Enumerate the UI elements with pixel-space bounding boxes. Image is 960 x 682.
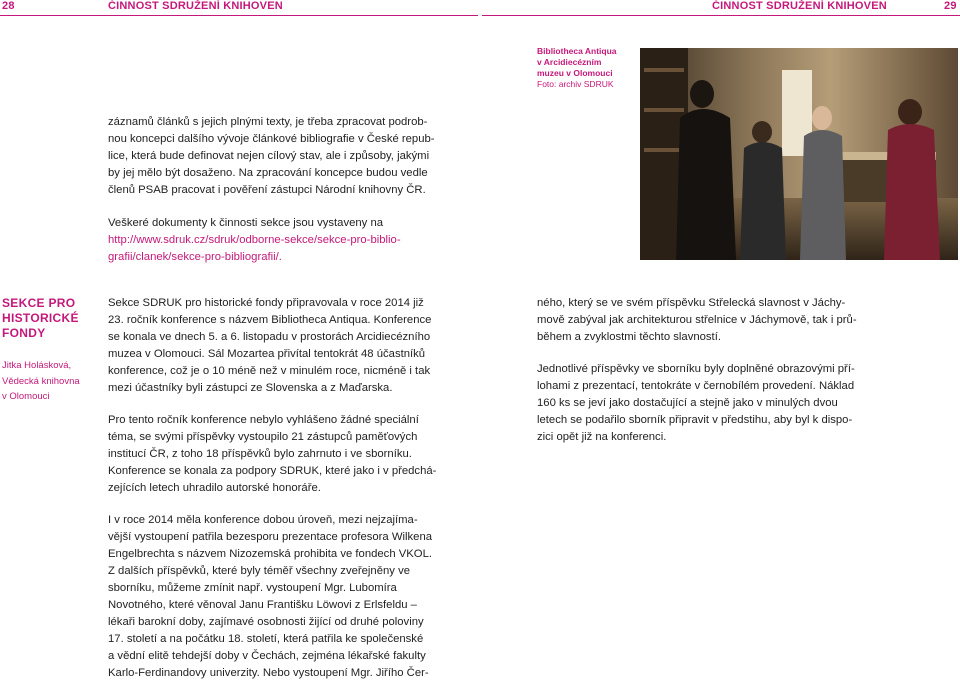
section-title-line: FONDY [2,326,46,340]
text-line: a vědní elitě tehdejší doby v Čechách, zejména lékařské fakulty [108,650,426,662]
text-line: nou koncepci dalšího vývoje článkové bibliografie v České repub- [108,133,435,145]
text-line: Pro tento ročník konference nebylo vyhlášeno žádné speciální [108,414,419,426]
text-line: muzea v Olomouci. Sál Mozartea přivítal tentokrát 48 účastníků [108,348,426,360]
text-line: mově zabýval jak architekturou střelnice v Jáchymově, tak i prů- [537,314,857,326]
text-line: ného, který se ve svém příspěvku Střelecká slavnost v Jáchy- [537,297,846,309]
photo-illustration [640,48,958,260]
caption-line: v Arcidiecézním [537,57,602,67]
text-line: institucí ČR, z toho 18 příspěvků bylo zahrnuto i ve sborníku. [108,448,412,460]
text-line: téma, se svými příspěvky vystoupilo 21 zástupců paměťových [108,431,418,443]
left-running-title: ČINNOST SDRUŽENÍ KNIHOVEN [108,0,283,12]
right-page-number: 29 [944,0,957,12]
section-title [2,296,92,341]
text-line: Z dalších příspěvků, které byly téměř všechny zveřejněny ve [108,565,411,577]
right-running-title: ČINNOST SDRUŽENÍ KNIHOVEN [712,0,887,12]
section-url-link[interactable]: grafii/clanek/sekce-pro-bibliografii/. [108,251,282,263]
text-line: Engelbrechta s názvem Nizozemská prohibita ve fondech VKOL. [108,548,433,560]
text-line: letech se podařilo sborník připravit v předstihu, aby byl k dispo- [537,414,853,426]
text-line: se konala ve dnech 5. a 6. listopadu v prostorách Arcidiecézního [108,331,431,343]
text-line: členů PSAB pracovat i pověření zástupci Národní knihovny ČR. [108,184,426,196]
text-line: záznamů článků s jejich plnými texty, je třeba zpracovat podrob- [108,116,428,128]
section-url-link[interactable]: http://www.sdruk.cz/sdruk/odborne-sekce/sekce-pro-biblio- [108,234,401,246]
text-line: lékaři barokní doby, zajímavé osobnosti žijící od druhé poloviny [108,616,424,628]
text-line: konference, což je o 10 méně než v minulém roce, nicméně i tak [108,365,431,377]
paragraph [108,295,528,397]
author-line: v Olomouci [2,391,50,402]
section-title-line: HISTORICKÉ [2,311,79,325]
text-line: zici opět již na konferenci. [537,431,667,443]
section-author [2,358,98,405]
text-line: Novotného, které věnoval Janu Františku Löwovi z Erlsfeldu – [108,599,417,611]
text-line: vější vystoupení patřila bezesporu prezentace profesora Wilkena [108,531,433,543]
text-line: 17. století a na počátku 18. století, která patřila ke společenské [108,633,424,645]
text-line: mezi účastníky byli zástupci ze Slovenska a z Maďarska. [108,382,393,394]
caption-line: muzeu v Olomouci [537,68,613,78]
text-line: lohami z prezentací, tentokráte v černobílém provedení. Náklad [537,380,855,392]
left-page-number: 28 [2,0,15,12]
paragraph [537,295,957,346]
text-line: Jednotlivé příspěvky ve sborníku byly doplněné obrazovými pří- [537,363,855,375]
text-line: Veškeré dokumenty k činnosti sekce jsou vystaveny na [108,217,384,229]
text-line: by jej mělo být dosaženo. Na zpracování koncepce budou vedle [108,167,428,179]
documents-paragraph [108,215,528,266]
intro-text [108,114,528,266]
text-line: Sekce SDRUK pro historické fondy připravovala v roce 2014 již [108,297,424,309]
column-2 [537,295,957,446]
section-title-line: SEKCE PRO [2,296,76,310]
caption-line: Bibliotheca Antiqua [537,46,617,56]
text-line: zejících letech uhradilo autorské honoráře. [108,482,321,494]
text-line: 23. ročník konference s názvem Bibliotheca Antiqua. Konference [108,314,432,326]
text-line: Konference se konala za podpory SDRUK, které jako i v předchá- [108,465,437,477]
right-header-rule [482,15,960,16]
column-1 [108,295,528,682]
photo-credit: Foto: archiv SDRUK [537,79,614,89]
left-header-rule [0,15,478,16]
exhibition-photo [640,48,958,260]
text-line: lice, která bude definovat nejen cílový stav, ale i způsoby, jakými [108,150,430,162]
author-line: Vědecká knihovna [2,375,80,387]
intro-paragraph [108,114,528,199]
text-line: sborníku, můžeme zmínit např. vystoupení Mgr. Lubomíra [108,582,397,594]
text-line: Karlo-Ferdinandovy univerzity. Nebo vystoupení Mgr. Jiřího Čer- [108,667,429,679]
text-line: 160 ks se jeví jako dostačující a stejně jako v minulých dvou [537,397,838,409]
text-line: I v roce 2014 měla konference dobou úroveň, mezi nejzajíma- [108,514,418,526]
photo-caption [537,46,637,90]
author-line: Jitka Holásková, [2,360,72,371]
paragraph [537,361,957,446]
text-line: během a zvyklostmi těchto slavností. [537,331,721,343]
paragraph [108,512,528,682]
paragraph [108,412,528,497]
